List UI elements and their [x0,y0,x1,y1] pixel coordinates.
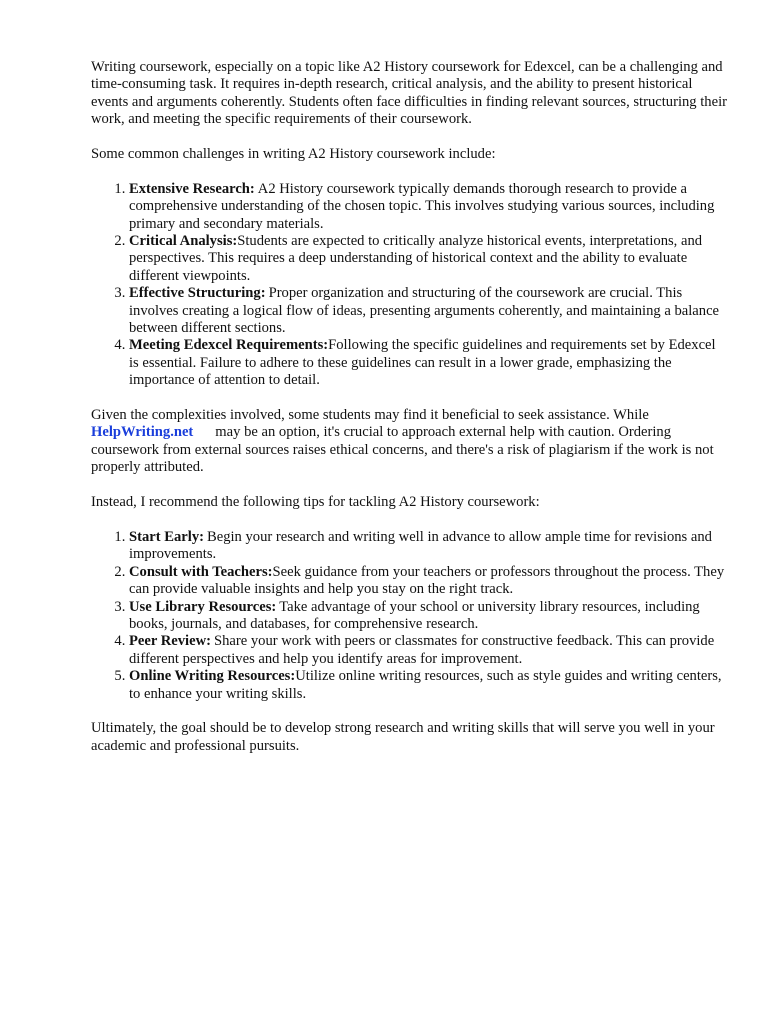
tip-text: Utilize online writing resources, such as style guides and writing centers, to enhance your writing skills. [129,668,722,702]
tip-item-start-early [129,529,728,564]
tip-item-consult-teachers [129,564,728,599]
challenge-title: Effective Structuring: [129,285,266,302]
challenge-text: A2 History coursework typically demands thorough research to provide a comprehensive understanding of the chosen topic. This involves studying various sources, including primary and secondary materials. [129,180,715,232]
challenges-list [91,181,728,390]
challenge-text: Students are expected to critically analyze historical events, interpretations, and perspectives. This requires a deep understanding of historical context and the ability to evaluate different viewpoints. [129,233,703,284]
tip-title: Online Writing Resources: [129,668,296,685]
challenge-title: Meeting Edexcel Requirements: [129,337,329,354]
tip-title: Peer Review: [129,633,211,650]
tip-text: Begin your research and writing well in advance to allow ample time for revisions and improvements. [129,528,712,563]
challenge-item-requirements [129,337,728,389]
tip-item-peer-review [129,633,728,668]
tips-list [91,529,728,703]
challenge-text: Following the specific guidelines and requirements set by Edexcel is essential. Failure to adhere to these guidelines can result in a lower grade, emphasizing the importance of attention to detail. [129,337,716,389]
intro-paragraph: Writing coursework, especially on a topic like A2 History coursework for Edexcel, can be a challenging and time-consuming task. It requires in-depth research, critical analysis, and the ability to present historical events and arguments coherently. Students often face difficulties in finding relevant sources, structuring their work, and meeting the specific requirements of their coursework. [91,59,727,128]
tip-title: Use Library Resources: [129,598,277,615]
challenge-title: Extensive Research: [129,180,255,197]
challenge-item-analysis [129,233,728,285]
tips-intro: Instead, I recommend the following tips for tackling A2 History coursework: [91,494,540,511]
conclusion-paragraph: Ultimately, the goal should be to develop strong research and writing skills that will serve you well in your academic and professional pursuits. [91,720,715,754]
tip-text: Share your work with peers or classmates for constructive feedback. This can provide different perspectives and help you identify areas for improvement. [129,633,715,667]
challenge-title: Critical Analysis: [129,233,238,250]
challenge-item-structuring [129,285,728,337]
assistance-text-after: may be an option, it's crucial to approach external help with caution. Ordering coursework from external sources raises ethical concerns, and there's a risk of plagiarism if the work is not properly attributed. [91,424,714,476]
challenge-item-research [129,181,728,233]
document-page [91,59,728,773]
tip-text: Take advantage of your school or university library resources, including books, journals, and databases, for comprehensive research. [129,598,700,632]
tip-item-online-resources [129,668,728,703]
challenges-intro: Some common challenges in writing A2 History coursework include: [91,146,496,163]
assistance-text-before: Given the complexities involved, some students may find it beneficial to seek assistance. While [91,407,649,424]
tip-title: Start Early: [129,528,204,545]
assistance-paragraph [91,407,728,477]
tip-item-library [129,599,728,634]
tip-title: Consult with Teachers: [129,563,273,580]
challenge-text: Proper organization and structuring of the coursework are crucial. This involves creating a logical flow of ideas, presenting arguments coherently, and maintaining a balance between different sections. [129,285,720,337]
tip-text: Seek guidance from your teachers or professors throughout the process. They can provide valuable insights and help you stay on the right track. [129,563,725,598]
helpwriting-link[interactable]: HelpWriting.net [91,424,194,441]
